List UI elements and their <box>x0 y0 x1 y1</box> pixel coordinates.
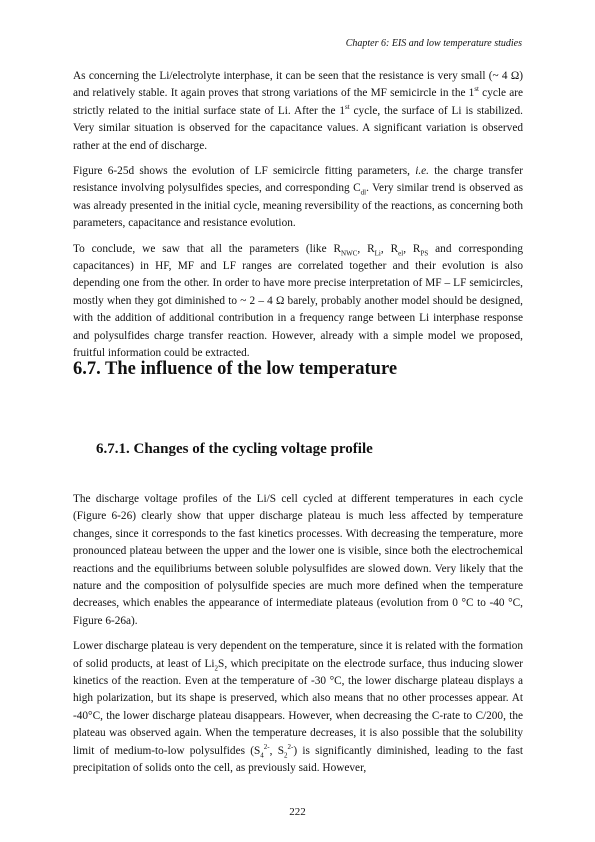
section-heading: 6.7. The influence of the low temperature <box>73 359 398 379</box>
subsection-heading: 6.7.1. Changes of the cycling voltage profile <box>96 441 373 457</box>
page-number: 222 <box>289 806 306 818</box>
paragraph-voltage-profiles: The discharge voltage profiles of the Li/S cell cycled at different temperatures in each cycle (Figure 6-26) clearly show that upper discharge plateau is much less affected by temperature changes, since it corresponds to the fast kinetics processes. With decreasing the temperature, more pronounced plateau between the upper and the lower one is visible, since both the electrochemical reactions and the equilibriums between soluble polysulfides are slowed down. Very likely that the nature and the composition of polysulfide species are much more defined when the temperature decreases, which enables the appearance of intermediate plateaus (evolution from 0 °C to -40 °C, Figure 6-26a). <box>73 493 523 627</box>
paragraph-li-interphase: As concerning the Li/electrolyte interphase, it can be seen that the resistance is very small (~ 4 Ω) and relatively stable. It again proves that strong variations of the MF semicircle in the 1st cycle are strictly related to the initial surface state of Li. After the 1st cycle, the surface of Li is stabilized. Very similar situation is observed for the capacitance values. A significant variation is observed rather at the end of discharge. <box>73 70 523 152</box>
paragraph-lf-semicircle: Figure 6-25d shows the evolution of LF semicircle fitting parameters, i.e. the charge transfer resistance involving polysulfides species, and corresponding $C_{dl}$. Very similar trend is observed as was already presented in the initial cycle, meaning reversibility of the reactions, as concerning both parameters, capacitance and resistance evolution. <box>73 165 523 230</box>
text-block-top <box>73 68 523 371</box>
paragraph-lower-plateau: Lower discharge plateau is very dependent on the temperature, since it is related with the formation of solid products, at least of $Li_2S$, which precipitate on the electrode surface, thus inducing slower kinetics of the reaction. Even at the temperature of -30 °C, the lower discharge plateau displays a high polarization, but its shape is preserved, which also means that no other processes appear. At -40°C, the lower discharge plateau disappears. However, when decreasing the C-rate to C/200, the plateau was observed again. When the temperature decreases, it is also possible that the solubility limit of medium-to-low polysulfides ($S_4^{2-}$, $S_2^{2-}$) is significantly diminished, leading to the fast precipitation of solids onto the cell, as previously said. However, <box>73 640 523 775</box>
text-block-bottom <box>73 491 523 786</box>
running-header: Chapter 6: EIS and low temperature studies <box>345 38 522 49</box>
paragraph-conclusion: To conclude, we saw that all the parameters (like $R_{NWC}$, $R_{Li}$, $R_{el}$, $R_{PS}$ and corresponding capacitances) in HF, MF and LF ranges are correlated together and their evolution is also depending one from the other. In order to have more precise interpretation of MF – LF semicircles, mostly when they got diminished to ~ 2 – 4 Ω barely, probably another model should be designed, with the addition of additional contribution in a frequency range between Li interphase response and polysulfides charge transfer reaction. However, already with a simple model we proposed, fruitful information could be extracted. <box>73 242 524 360</box>
